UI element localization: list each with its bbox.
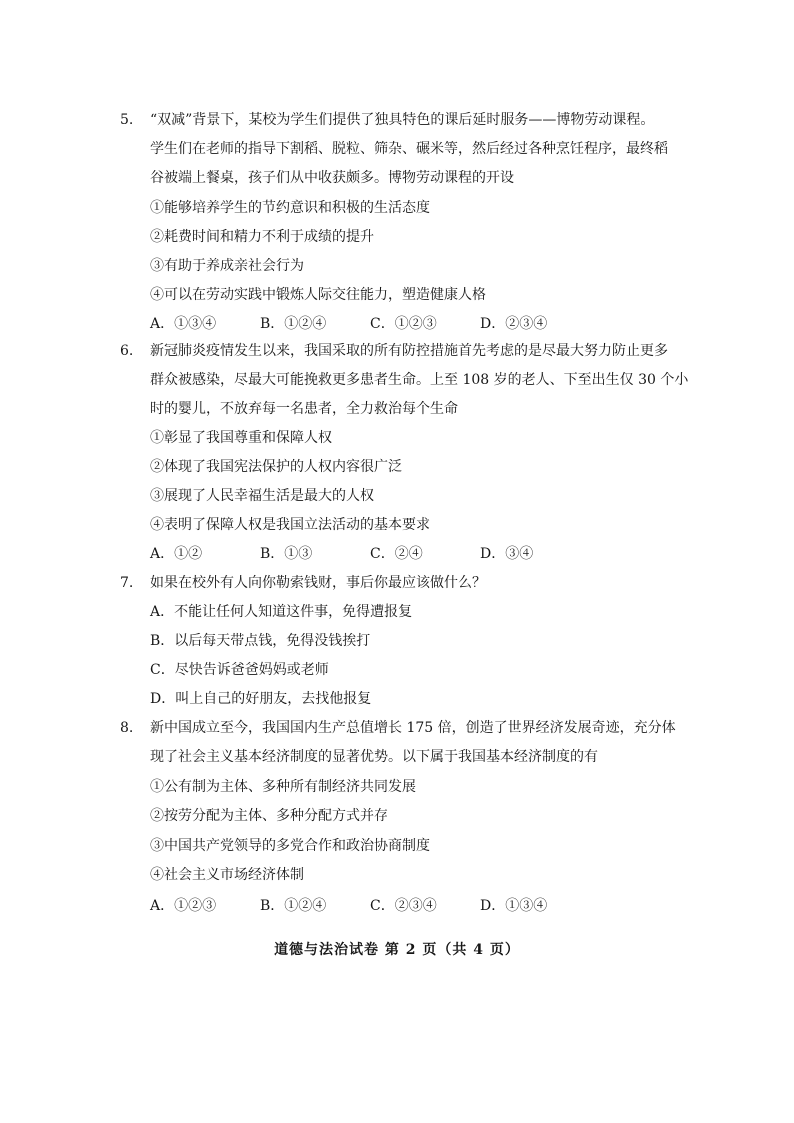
option-a[interactable]: A．①③④ bbox=[150, 316, 217, 332]
option-b[interactable]: B．①②④ bbox=[260, 898, 327, 914]
statement-3: ③中国共产党领导的多党合作和政治协商制度 bbox=[150, 838, 430, 854]
question-stem-line: 时的婴儿，不放弃每一名患者，全力救治每个生命 bbox=[150, 401, 458, 417]
question-stem-line: 学生们在老师的指导下割稻、脱粒、筛杂、碾米等，然后经过各种烹饪程序，最终稻 bbox=[150, 141, 668, 157]
option-c[interactable]: C．②③④ bbox=[370, 898, 437, 914]
statement-1: ①能够培养学生的节约意识和积极的生活态度 bbox=[150, 200, 430, 216]
question-number: 6. bbox=[120, 343, 134, 359]
option-c[interactable]: C．①②③ bbox=[370, 316, 437, 332]
question-stem-line: 现了社会主义基本经济制度的显著优势。以下属于我国基本经济制度的有 bbox=[150, 749, 598, 765]
question-stem-line: 新中国成立至今，我国国内生产总值增长 175 倍，创造了世界经济发展奇迹，充分体 bbox=[150, 720, 676, 736]
question-stem-line: 新冠肺炎疫情发生以来，我国采取的所有防控措施首先考虑的是尽最大努力防止更多 bbox=[150, 343, 668, 359]
option-d[interactable]: D．②③④ bbox=[480, 316, 548, 332]
question-stem-line: 谷被端上餐桌，孩子们从中收获颇多。博物劳动课程的开设 bbox=[150, 170, 514, 186]
option-b[interactable]: B．①③ bbox=[260, 546, 313, 562]
page-footer: 道德与法治试卷 第 2 页（共 4 页） bbox=[274, 942, 520, 958]
option-c[interactable]: C．尽快告诉爸爸妈妈或老师 bbox=[150, 662, 329, 678]
statement-3: ③展现了人民幸福生活是最大的人权 bbox=[150, 488, 374, 504]
option-a[interactable]: A．①②③ bbox=[150, 898, 217, 914]
option-d[interactable]: D．叫上自己的好朋友，去找他报复 bbox=[150, 691, 372, 707]
question-number: 8. bbox=[120, 720, 134, 736]
statement-1: ①公有制为主体、多种所有制经济共同发展 bbox=[150, 779, 416, 795]
question-stem-line: “双减”背景下，某校为学生们提供了独具特色的课后延时服务——博物劳动课程。 bbox=[150, 112, 655, 128]
option-a[interactable]: A．①② bbox=[150, 546, 203, 562]
answer-options bbox=[150, 310, 650, 338]
statement-3: ③有助于养成亲社会行为 bbox=[150, 258, 304, 274]
option-d[interactable]: D．③④ bbox=[480, 546, 534, 562]
option-d[interactable]: D．①③④ bbox=[480, 898, 548, 914]
statement-4: ④可以在劳动实践中锻炼人际交往能力，塑造健康人格 bbox=[150, 287, 486, 303]
question-number: 5. bbox=[120, 112, 134, 128]
option-b[interactable]: B．以后每天带点钱，免得没钱挨打 bbox=[150, 633, 371, 649]
statement-2: ②体现了我国宪法保护的人权内容很广泛 bbox=[150, 459, 402, 475]
question-number: 7. bbox=[120, 575, 134, 591]
option-c[interactable]: C．②④ bbox=[370, 546, 423, 562]
option-b[interactable]: B．①②④ bbox=[260, 316, 327, 332]
statement-4: ④表明了保障人权是我国立法活动的基本要求 bbox=[150, 517, 430, 533]
answer-options bbox=[150, 892, 650, 920]
answer-options bbox=[150, 540, 650, 568]
statement-2: ②耗费时间和精力不利于成绩的提升 bbox=[150, 229, 374, 245]
statement-2: ②按劳分配为主体、多种分配方式并存 bbox=[150, 808, 388, 824]
statement-1: ①彰显了我国尊重和保障人权 bbox=[150, 430, 332, 446]
statement-4: ④社会主义市场经济体制 bbox=[150, 867, 304, 883]
question-stem-line: 群众被感染，尽最大可能挽救更多患者生命。上至 108 岁的老人、下至出生仅 30 个小 bbox=[150, 372, 689, 388]
question-stem-line: 如果在校外有人向你勒索钱财，事后你最应该做什么？ bbox=[150, 575, 486, 591]
option-a[interactable]: A．不能让任何人知道这件事，免得遭报复 bbox=[150, 604, 413, 620]
